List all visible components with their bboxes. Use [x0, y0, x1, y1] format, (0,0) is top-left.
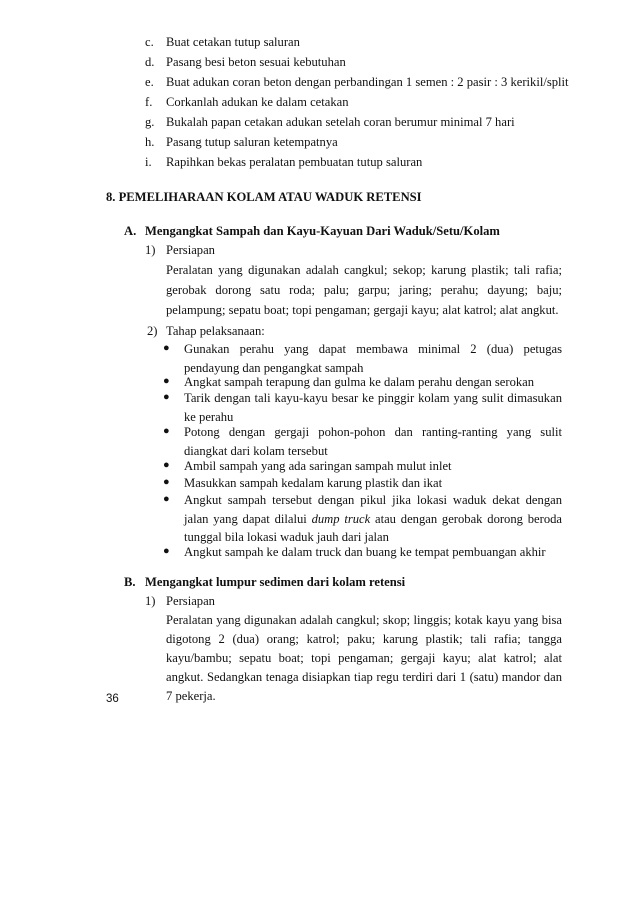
list-item-letter: f. [145, 95, 153, 109]
subsection-b-label: B. [124, 575, 136, 589]
bullet-text-part: Angkut sampah tersebut dengan pikul jika lokasi waduk dekat dengan jalan yang dapat dilalui [184, 493, 562, 526]
list-item-text: Corkanlah adukan ke dalam cetakan [166, 95, 349, 109]
bullet-text: Tarik dengan tali kayu-kayu besar ke pinggir kolam yang sulit dimasukan ke perahu [184, 391, 562, 424]
bullet-text: Potong dengan gergaji pohon-pohon dan ranting-ranting yang sulit diangkat dari kolam tersebut [184, 425, 562, 458]
bullet-icon: ● [163, 545, 170, 557]
list-item-letter: e. [145, 75, 154, 89]
subsection-a-title: Mengangkat Sampah dan Kayu-Kayuan Dari Waduk/Setu/Kolam [145, 224, 500, 238]
list-item-letter: i. [145, 155, 152, 169]
bullet-icon: ● [163, 391, 170, 403]
bullet-icon: ● [163, 459, 170, 471]
subsection-b-title: Mengangkat lumpur sedimen dari kolam retensi [145, 575, 406, 589]
bullet-text: Masukkan sampah kedalam karung plastik dan ikat [184, 476, 443, 490]
bullet-icon: ● [163, 493, 170, 505]
list-item-letter: g. [145, 115, 155, 129]
list-item-text: Bukalah papan cetakan adukan setelah coran berumur minimal 7 hari [166, 115, 515, 129]
list-item-text: Pasang tutup saluran ketempatnya [166, 135, 338, 149]
prep-b-title: Persiapan [166, 594, 215, 608]
list-item-letter: c. [145, 35, 154, 49]
bullet-text: Ambil sampah yang ada saringan sampah mulut inlet [184, 459, 452, 473]
prep-a-paragraph: Peralatan yang digunakan adalah cangkul; sekop; karung plastik; tali rafia; gerobak dorong satu roda; palu; garpu; jaring; perahu; dayung; baju; pelampung; sepatu boat; topi pengaman; gergaji kayu; alat katrol; alat angkut. [166, 263, 562, 317]
bullet-text: Angkat sampah terapung dan gulma ke dalam perahu dengan serokan [184, 375, 535, 389]
section-title: 8. PEMELIHARAAN KOLAM ATAU WADUK RETENSI [106, 190, 422, 204]
subsection-a-label: A. [124, 224, 137, 238]
prep-b-paragraph: Peralatan yang digunakan adalah cangkul; skop; linggis; kotak kayu yang bisa digotong 2 (dua) orang; katrol; paku; karung plastik; tali rafia; tangga kayu/bambu; sepatu boat; topi pengaman; gergaji kayu; alat katrol; alat angkut. Sedangkan tenaga disiapkan tiap regu terdiri dari 1 (satu) mandor dan 7 pekerja. [166, 613, 562, 703]
prep-a-number: 1) [145, 243, 156, 257]
bullet-icon: ● [163, 476, 170, 488]
bullet-text: Gunakan perahu yang dapat membawa minimal 2 (dua) petugas pendayung dan pengangkat sampah [184, 342, 562, 375]
bullet-icon: ● [163, 342, 170, 354]
list-item-text: Pasang besi beton sesuai kebutuhan [166, 55, 346, 69]
prep-a-title: Persiapan [166, 243, 215, 257]
exec-a-title: Tahap pelaksanaan: [166, 324, 265, 338]
page-number: 36 [106, 693, 119, 705]
bullet-text-part: atau dengan gerobak dorong beroda tunggal bila lokasi waduk jauh dari jalan [184, 511, 563, 544]
bullet-icon: ● [163, 425, 170, 437]
exec-a-number: 2) [147, 324, 158, 338]
list-item-text: Rapihkan bekas peralatan pembuatan tutup saluran [166, 155, 423, 169]
list-item-text: Buat cetakan tutup saluran [166, 35, 300, 49]
prep-b-number: 1) [145, 594, 156, 608]
bullet-text: Angkut sampah ke dalam truck dan buang ke tempat pembuangan akhir [184, 545, 546, 559]
dump-truck-term: dump truck [311, 511, 371, 526]
list-item-letter: h. [145, 135, 155, 149]
list-item-letter: d. [145, 55, 155, 69]
bullet-text [184, 491, 562, 547]
bullet-icon: ● [163, 375, 170, 387]
list-item-text: Buat adukan coran beton dengan perbandingan 1 semen : 2 pasir : 3 kerikil/split [166, 75, 569, 89]
